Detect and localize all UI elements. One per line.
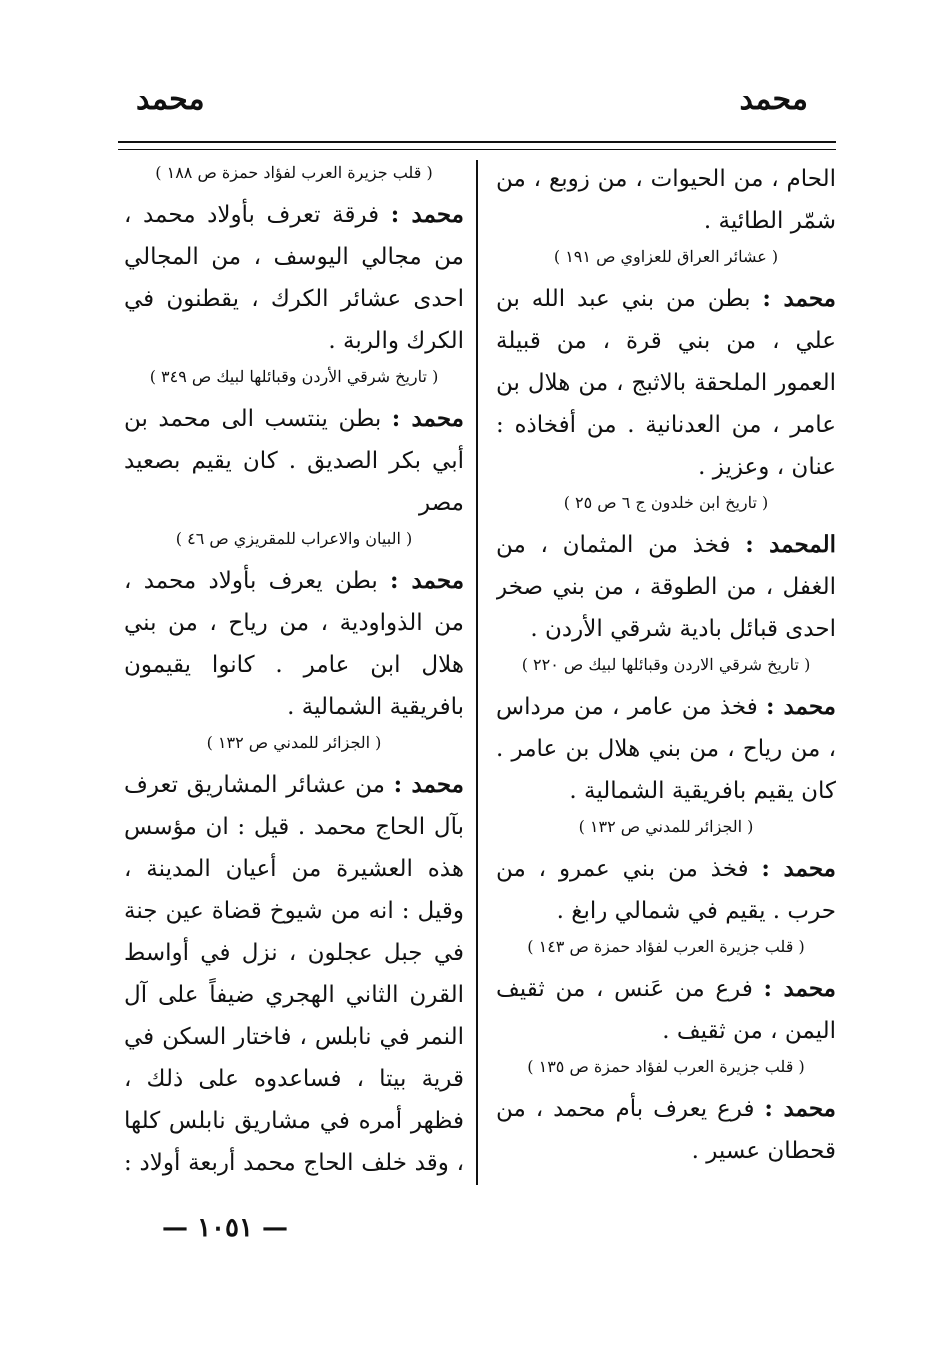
running-header-right: محمد [739, 82, 808, 117]
entry-source: ( قلب جزيرة العرب لفؤاد حمزة ص ١٣٥ ) [527, 1057, 805, 1076]
entry [496, 848, 836, 962]
entry [124, 398, 464, 554]
entry-text: الحام ، من الحيوات ، من زوبع ، من شمّر الطائية . [496, 166, 836, 234]
column-divider [476, 160, 478, 1185]
entry-text: فخذ من بني عمرو ، من حرب . يقيم في شمالي رابغ . [496, 856, 836, 924]
header-rule-thick [118, 141, 836, 143]
entry-text: فرقة تعرف بأولاد محمد ، من مجالي اليوسف ، من المجالي احدى عشائر الكرك ، يقطنون في الكرك والربة . [124, 202, 464, 354]
entry-source: ( الجزائر للمدني ص ١٣٢ ) [578, 817, 754, 836]
entry-text: فخذ من المثمان ، من الغفل ، من الطوقة ، من بني صخر احدى قبائل بادية شرقي الأردن . [496, 532, 836, 642]
right-column [496, 158, 836, 1188]
entry-head: محمد : [393, 771, 464, 798]
entry-source: ( قلب جزيرة العرب لفؤاد حمزة ص ١٨٨ ) [155, 163, 433, 182]
entry-head: محمد : [762, 285, 836, 312]
entry-text: بطن ينتسب الى محمد بن أبي بكر الصديق . كان يقيم بصعيد مصر [124, 406, 464, 516]
left-column [124, 158, 464, 1188]
entry-text: بطن من بني عبد الله بن علي ، من بني قرة ، من قبيلة العمور الملحقة بالاثبج ، من هلال بن عامر ، من العدنانية . من أفخاذه : عنان ، وعزيز . [496, 286, 836, 480]
entry-text: فرع من عَنس ، من ثقيف اليمن ، من ثقيف . [496, 976, 836, 1044]
entry-head: محمد : [391, 405, 464, 432]
entry-text: فخذ من عامر ، من مرداس ، من رياح ، من بني هلال بن عامر . كان يقيم بافريقية الشمالية . [496, 694, 836, 804]
entry [496, 1088, 836, 1172]
entry-head: محمد : [390, 201, 464, 228]
entry [496, 278, 836, 518]
entry-source: ( الجزائر للمدني ص ١٣٢ ) [206, 733, 382, 752]
entry-source: ( تاريخ شرقي الاردن وقبائلها لبيك ص ٢٢٠ ) [521, 655, 811, 674]
entry-head: محمد : [390, 567, 464, 594]
page-number: — ١٠٥١ — [162, 1213, 288, 1243]
entry-text: من عشائر المشاريق تعرف بآل الحاج محمد . قيل : ان مؤسس هذه العشيرة من أعيان المدينة ، وقيل : انه من شيوخ قضاة عين جنة في جبل عجلون ، نزل في أواسط القرن الثاني الهجري ضيفاً على آل النمر في نابلس ، فاختار السكن في قرية بيتا ، فساعدوه على ذلك ، فظهر أمره في مشاريق نابلس كلها ، وقد خلف الحاج محمد أربعة أولاد : [124, 772, 464, 1176]
entry [496, 968, 836, 1082]
entry-text: بطن يعرف بأولاد محمد ، من الذواودية ، من رياح ، من بني هلال ابن عامر . كانوا يقيمون بافريقية الشمالية . [124, 568, 464, 720]
entry [124, 560, 464, 758]
entry-source: ( تاريخ شرقي الأردن وقبائلها لبيك ص ٣٤٩ ) [149, 367, 439, 386]
header-rule-thin [118, 149, 836, 150]
entry-source: ( تاريخ ابن خلدون ج ٦ ص ٢٥ ) [563, 493, 769, 512]
entry-head: محمد : [766, 693, 836, 720]
entry-head: محمد : [763, 975, 836, 1002]
entry-head: محمد : [764, 1095, 836, 1122]
entry [124, 764, 464, 1188]
entry [124, 194, 464, 392]
entry-text: فرع يعرف بأم محمد ، من قحطان عسير . [496, 1096, 836, 1164]
entry-source: ( عشائر العراق للعزاوي ص ١٩١ ) [553, 247, 779, 266]
running-header-left: محمد [136, 82, 205, 117]
entry [496, 158, 836, 272]
entry [496, 524, 836, 680]
entry [124, 158, 464, 188]
entry-source: ( البيان والاعراب للمقريزي ص ٤٦ ) [175, 529, 413, 548]
entry [496, 686, 836, 842]
entry-head: محمد : [761, 855, 836, 882]
entry-head: المحمد : [745, 531, 836, 558]
entry-source: ( قلب جزيرة العرب لفؤاد حمزة ص ١٤٣ ) [527, 937, 805, 956]
